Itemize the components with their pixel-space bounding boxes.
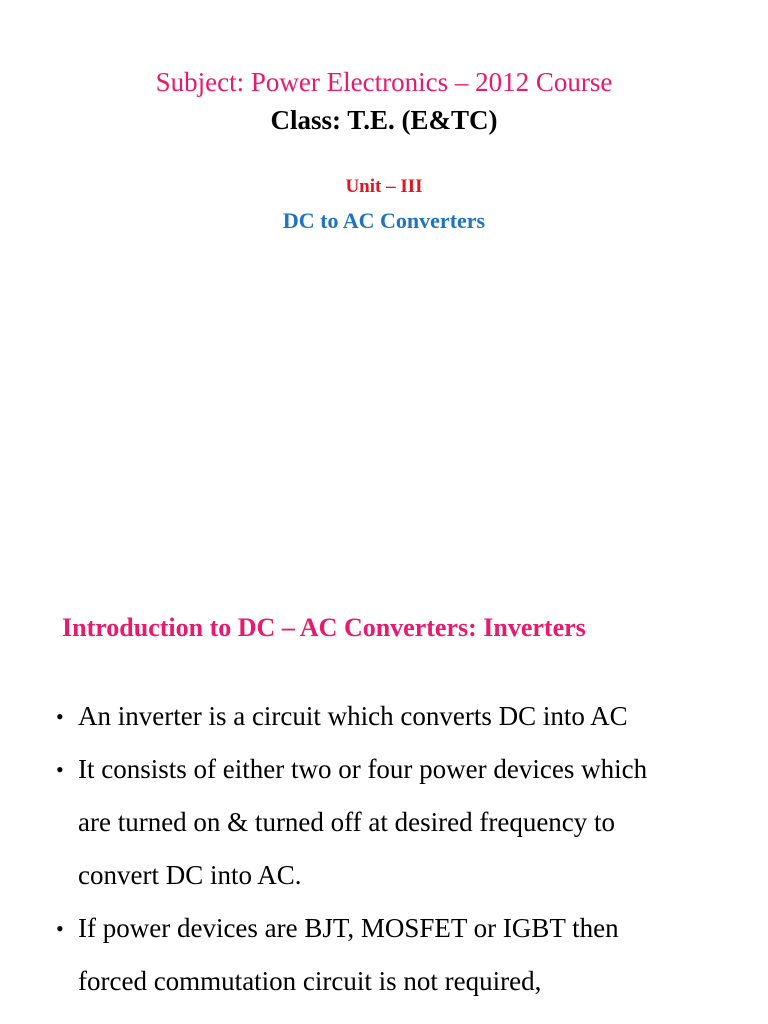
bullet-icon: • bbox=[56, 704, 64, 729]
class-heading: Class: T.E. (E&TC) bbox=[270, 105, 498, 135]
unit-label: Unit – III bbox=[345, 176, 423, 197]
bullet-list bbox=[56, 690, 756, 1008]
bullet-text-line: If power devices are BJT, MOSFET or IGBT then bbox=[78, 913, 619, 943]
section-title: Introduction to DC – AC Converters: Inverters bbox=[62, 613, 586, 642]
bullet-icon: • bbox=[56, 916, 64, 941]
bullet-item bbox=[56, 743, 756, 902]
bullet-text-line: An inverter is a circuit which converts DC into AC bbox=[78, 701, 628, 731]
bullet-icon: • bbox=[56, 757, 64, 782]
bullet-text-line: forced commutation circuit is not required, bbox=[78, 966, 542, 996]
bullet-item bbox=[56, 690, 756, 743]
bullet-text-line: convert DC into AC. bbox=[78, 860, 302, 890]
title-slide bbox=[0, 0, 768, 290]
bullet-item bbox=[56, 902, 756, 1008]
unit-title: DC to AC Converters bbox=[282, 208, 486, 233]
subject-heading: Subject: Power Electronics – 2012 Course bbox=[155, 67, 613, 97]
bullet-text-line: It consists of either two or four power devices which bbox=[78, 754, 648, 784]
bullet-text-line: are turned on & turned off at desired frequency to bbox=[78, 807, 616, 837]
